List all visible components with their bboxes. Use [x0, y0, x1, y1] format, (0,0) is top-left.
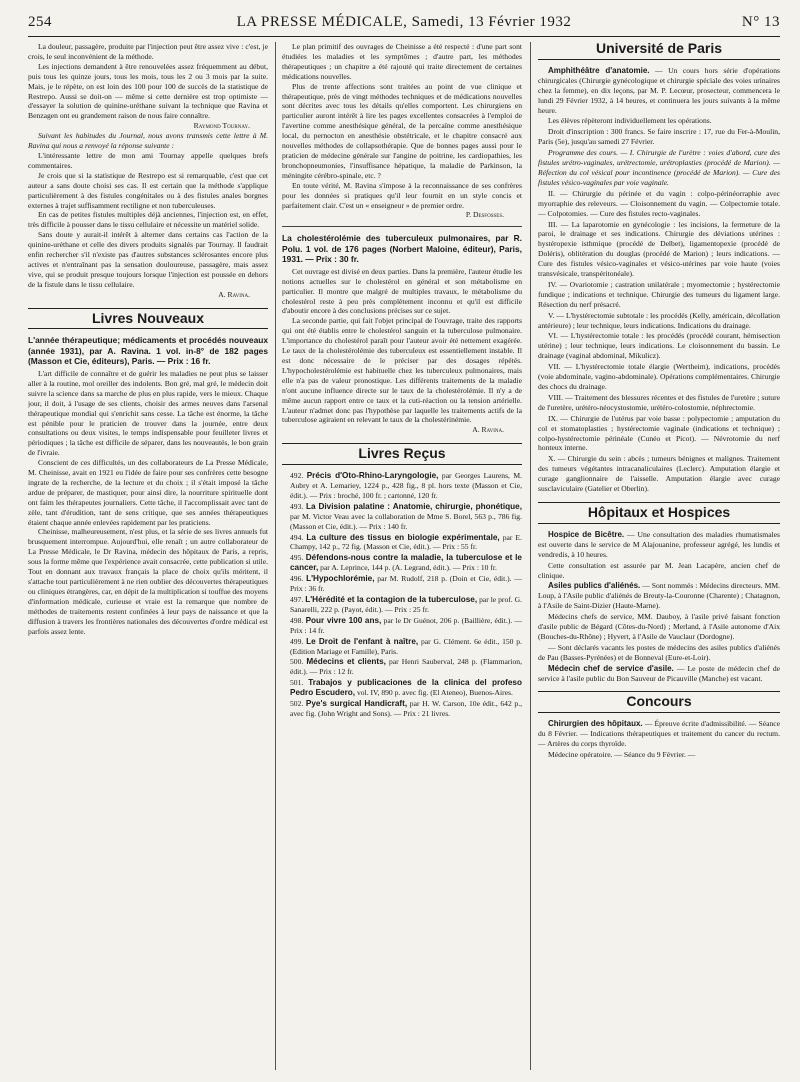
paragraph: Sans doute y aurait-il intérêt à alterner dans certains cas l'action de la quinine-uréthane et celle des divers produits signalés par Tournay. Il faudrait enfin rechercher s'il n'existe pas d'autres substances sclérosantes encore plus actives et n'entraînant pas la sensation douloureuse, passagère, mais assez vive, qui se produit presque toujours lorsque l'injection est poussée en dehors de la fistule dans le tissu cellulaire. — [28, 230, 268, 289]
book-title: L'année thérapeutique; médicaments et procédés nouveaux (année 1931), par A. Ravina. 1 vol. in-8° de 182 pages (Masson et Cie, éditeurs), Paris. — Prix : 16 fr. — [28, 335, 268, 367]
paragraph: III. — La laparotomie en gynécologie : les incisions, la fermeture de la paroi, le drainage et ses indications. Chirurgie des déviations utérines : hystéropexie isthmique (procédé de Delbet), ligamentopexie (procédé de Doléris), oblitération du douglas (procédé de Marion) ; leurs indications. — Cure des fistules vésico-vaginales et vésico-utérines par voie haute (voies transvésicale, transpéritonéale). — [538, 219, 780, 279]
column-1 — [28, 42, 268, 1070]
paragraph: Les élèves répèteront individuellement les opérations. — [548, 116, 712, 126]
paragraph: Plus de trente affections sont traitées au point de vue clinique et thérapeutique, près de vingt méthodes techniques et de médications nouvelles sont décrites avec tous les détails qu'elles comportent. Les chirurgiens en particulier auront intérêt à lire les pages excellentes consacrées à l'emploi de l'avertine comme anesthésique général, de la percaïne comme anesthésique local, du pernocton en anesthésie obstétricale, et le chapitre consacré aux nouvelles méthodes de collapsothérapie. Que de bonnes pages aussi pour le praticien de médecine générale sur l'angine de poitrine, les cardiopathies, les bronchopneumonies, l'insuffisance hépatique, la maladie de Parkinson, la méningite cérébro-spinale, etc. ? — [282, 81, 522, 180]
paragraph: VII. — L'hystérectomie totale élargie (Wertheim), indications, procédés (voie abdominale, vagino-abdominale). Opérations complémentaires. Chirurgie des chocs du drainage. — [538, 362, 780, 391]
signature: Raymond Tournay. — [193, 121, 250, 131]
list-item: 500. Médecins et clients, par Henri Sauberval, 248 p. (Flammarion, édit.). — Prix : 12 fr. — [290, 657, 522, 677]
paragraph: Cheinisse, malheureusement, n'est plus, et la série de ses livres annuels fut brusquement interrompue. Aujourd'hui, elle renaît ; un autre collaborateur de La Presse Médicale, le Dr Ravina, médecin des hôpitaux de Paris, a repris, sous la forme même que l'expérience avait consacrée, cette publication si utile. Tout en donnant aux travaux français la place de choix qu'ils méritent, il s'attache tout particulièrement à ne rien oublier des découvertes thérapeutiques ou cliniques étrangères, car, en dépit de la multiplication si touffue des moyens d'information médicale, curieuse et vraie est la remarque que nombre de méthodes de traitements restent confinées à leur pays de naissance et que la diffusion à travers les frontières nationales des découvertes d'ordre médical est parfois assez lente. — [28, 527, 268, 636]
paragraph: Droit d'inscription : 300 francs. Se faire inscrire : 17, rue du Fer-à-Moulin, Paris (5e), jusqu'au samedi 27 Février. — [538, 127, 780, 147]
newspaper-page — [28, 10, 780, 1070]
paragraph: Le plan primitif des ouvrages de Cheinisse a été respecté : d'une part sont étudiées les maladies et les symptômes ; d'autre part, les méthodes thérapeutiques ; un chapitre a été rajouté qui traite directement de certaines médications nouvelles. — [282, 42, 522, 81]
section-heading-hopitaux: Hôpitaux et Hospices — [538, 502, 780, 524]
section-heading-livres-recus: Livres Reçus — [282, 443, 522, 465]
list-item: 501. Trabajos y publicaciones de la clinica del profeso Pedro Escudero, vol. IV, 890 p. avec fig. (El Ateneo), Buenos-Aires. — [290, 678, 522, 698]
list-item: 492. Précis d'Oto-Rhino-Laryngologie, par Georges Laurens, M. Aubry et A. Lemariey, 1224 p., 428 fig., 8 pl. hors texte (Masson et Cie, édit.). — Prix : broché, 100 fr. ; cartonné, 120 fr. — [290, 471, 522, 500]
paragraph: Médecins chefs de service, MM. Dauboy, à l'asile privé faisant fonction d'asile public de Bégard (Côtes-du-Nord) ; Merland, à l'Asile autonome d'Aix (Bouches-du-Rhône) ; Hyvert, à l'Asile de Vauclaur (Dordogne). — [538, 612, 780, 641]
editor-note: Suivant les habitudes du Journal, nous avons transmis cette lettre à M. Ravina qui nous a renvoyé la réponse suivante : — [28, 131, 268, 151]
paragraph: Les injections demandent à être renouvelées assez fréquemment au début, puis tous les quinze jours, tous les mois, tous les 2 ou 3 mois par la suite. Mais, je le répète, on est loin des 100 pour 100 de succès de la statistique de Restrepo. Aussi se doit-on — même si cette dernière est trop optimiste — d'essayer la solution de quinine-uréthane suivant la technique que Ravina et Benzagen ont eu grandement raison de nous faire connaître. — [28, 61, 268, 121]
section-heading-livres-nouveaux: Livres Nouveaux — [28, 308, 268, 330]
section-heading-universite: Université de Paris — [538, 42, 780, 60]
list-item: 498. Pour vivre 100 ans, par le Dr Guénot, 206 p. (Baillière, édit.). — Prix : 14 fr. — [290, 615, 522, 635]
list-item: 497. L'Hérédité et la contagion de la tuberculose, par le prof. G. Sanarelli, 222 p. (Payot, édit.). — Prix : 25 fr. — [290, 595, 522, 614]
notice: Chirurgien des hôpitaux. — Épreuve écrite d'admissibilité. — Séance du 8 Février. — Indications thérapeutiques et traitement du cancer du rectum. — Artères du corps thyroïde. — [538, 719, 780, 749]
signature: P. Desfosses. — [465, 210, 504, 220]
paragraph: II. — Chirurgie du périnée et du vagin : colpo-périnéorraphie avec myorraphie des releveurs. — Cloisonnement du vagin. — Colpectomie totale. — Colpotomies. — Cure des fistules recto-vaginales. — [538, 188, 780, 218]
list-item: 495. Défendons-nous contre la maladie, la tuberculose et le cancer, par A. Leprince, 144 p. (A. Legrand, édit.). — Prix : 10 fr. — [290, 553, 522, 573]
page-number: 254 — [28, 14, 52, 30]
paragraph: VI. — L'hystérectomie totale : les procédés (procédé courant, hémisection utérine) ; leur technique, leurs indications. Le cloisonnement du bassin. Le drainage (vaginal abdominal, Mikulicz). — [538, 331, 780, 361]
paragraph: L'art difficile de connaître et de guérir les maladies ne peut plus se laisser aller à la routine, mol oreiller des indolents. Bon gré, mal gré, le médecin doit suivre la science dans sa marche de plus en plus rapide, vers le mieux. Chaque jour, il doit, à l'usage de ses clients, choisir des armes neuves dans l'arsenal thérapeutique mondial qui s'enrichit sans cesse. La tâche est énorme, la tâche est pénible pour le praticien de trouver dans la journée, entre deux consultations ou deux visites, le temps indispensable pour feuilleter livres et périodiques ; la tâche est difficile de séparer, dans les nouveautés, le bon grain de l'ivraie. — [28, 368, 268, 458]
notice: Médecin chef de service d'asile. — Le poste de médecin chef de service à l'asile public du Bon Sauveur de Picauville (Manche) est vacant. — [538, 663, 780, 683]
paragraph: La seconde partie, qui fait l'objet principal de l'ouvrage, traite des rapports qui ont été établis entre le cholestérol sanguin et la tuberculose pulmonaire. L'importance du cholestérol paraît pour l'auteur avoir été nettement exagérée. Le taux de la cholestérolémie des tuberculeux est essentiellement instable. Il est donc nécessaire de le préciser par des dosages répétés. L'hypocholestérolémie est habituelle chez les tuberculeux pulmonaires, mais elle n'a pas de valeur pronostique. Les différents traitements de la maladie n'ont aucune influence directe sur le taux de la cholestérolémie. Il n'y a de même aucun rapport entre ce taux et la cuti-réaction ou la tension artérielle. L'auteur n'admet donc pas l'hypothèse par laquelle les traitements actifs de la tuberculose agiraient en relevant le taux de la cholestérinémie. — [282, 316, 522, 425]
paragraph: IV. — Ovariotomie ; castration unilatérale ; myomectomie ; hystérectomie fundique ; indications et technique. Chirurgie des tumeurs du ligament large. Résection du nerf présacré. — [538, 279, 780, 309]
list-item: 493. La Division palatine : Anatomie, chirurgie, phonétique, par M. Victor Veau avec la collaboration de Mme S. Borel, 563 p., 786 fig. (Masson et Cie, édit.). — Prix : 140 fr. — [290, 501, 522, 531]
paragraph: V. — L'hystérectomie subtotale : les procédés (Kelly, américain, décollation antérieure) ; leur technique, leurs indications. Indications du drainage. — [538, 310, 780, 330]
notice: Hospice de Bicêtre. — Une consultation des maladies rhumatismales est ouverte dans le service de M Alajouanine, professeur agrégé, les lundis et vendredis, à 10 heures. — [538, 529, 780, 559]
paragraph: Cette consultation est assurée par M. Jean Lacapère, ancien chef de clinique. — [538, 560, 780, 580]
paragraph: La douleur, passagère, produite par l'injection peut être assez vive : c'est, je crois, le seul inconvénient de la méthode. — [28, 42, 268, 61]
book-title: La cholestérolémie des tuberculeux pulmonaires, par R. Polu. 1 vol. de 176 pages (Norbert Maloine, éditeur), Paris, 1931. — Prix : 30 fr. — [282, 233, 522, 265]
paragraph: VIII. — Traitement des blessures récentes et des fistules de l'uretère ; suture de l'uretère, urétéro-néocystostomie, urétéro-colostomie, néphrectomie. — [538, 392, 780, 412]
paragraph: Médecine opératoire. — Séance du 9 Février. — — [548, 750, 696, 760]
paragraph: — Sont déclarés vacants les postes de médecins des asiles publics d'aliénés de Pau (Basses-Pyrénées) et de Bonneval (Eure-et-Loir). — [538, 642, 780, 662]
signature: A. Ravina. — [218, 289, 250, 299]
paragraph: En toute vérité, M. Ravina s'impose à la reconnaissance de ses confrères pour les données si pratiques qu'il leur fournit en un style concis et parfaitement clair. C'est un « enseigneur » de premier ordre. — [282, 180, 522, 210]
paragraph: L'intéressante lettre de mon ami Tournay appelle quelques brefs commentaires. — [28, 150, 268, 170]
running-head — [28, 10, 780, 37]
column-3 — [538, 42, 780, 1070]
paragraph: Cet ouvrage est divisé en deux parties. Dans la première, l'auteur étudie les notions actuelles sur le cholestérol en général et son métabolisme en particulier. Il montre que malgré de multiples travaux, le métabolisme du cholestérol reste à peu près complètement inconnu et qu'il est difficile d'aboutir encore à des conclusions précises sur ce sujet. — [282, 266, 522, 316]
program: Programme des cours. — I. Chirurgie de l'urètre : voies d'abord, cure des fistules urétro-vaginales, urétrectomie, urétroplasties (procédé de Marion). — Réfection du col vésical pour incontinence (procédé de Marion). — Cure des fistules vésico-vaginales par voie vaginale. — [538, 148, 780, 187]
signature: A. Ravina. — [472, 425, 504, 435]
paragraph: Je crois que si la statistique de Restrepo est si remarquable, c'est que cet auteur a sans doute choisi ses cas. Il est certain que la méthode s'applique particulièrement à des fistules congénitales ou à des fistules anales borgnes externes à trajet suffisamment rectiligne et non tuberculeuses. — [28, 170, 268, 210]
notice: Asiles publics d'aliénés. — Sont nommés : Médecins directeurs. MM. Loup, à l'Asile public d'aliénés de Breuty-la-Couronne (Charente) ; Chatagnon, à l'Asile de Saint-Dizier (Haute-Marne). — [538, 581, 780, 611]
issue-number: N° 13 — [741, 14, 780, 30]
column-2 — [282, 42, 522, 1070]
paragraph: Conscient de ces difficultés, un des collaborateurs de La Presse Médicale, M. Cheinisse, avait en 1921 eu l'idée de faire pour ses confrères cette besogne ingrate de la recherche, de la lecture et du choix ; il s'était imposé la tâche ardue de préparer, de mastiquer, pour ainsi dire, la nourriture spirituelle dont ont faim les thérapeutes journaliers. Cette tâche, il l'accomplissait avec tant de zèle, tant d'érudition, tant de sens critique, que ses années thérapeutiques étaient chaque année enlevées rapidement par les praticiens. — [28, 458, 268, 527]
list-item: 502. Pye's surgical Handicraft, par H. W. Carson, 10e édit., 642 p., avec fig. (John Wright and Sons). — Prix : 21 livres. — [290, 699, 522, 718]
journal-title: LA PRESSE MÉDICALE, Samedi, 13 Février 1932 — [236, 14, 572, 30]
list-item: 499. Le Droit de l'enfant à naître, par G. Clément. 6e édit., 150 p. (Edition Mariage et Famille), Paris. — [290, 636, 522, 656]
divider — [282, 226, 522, 227]
received-books-list — [282, 471, 522, 719]
paragraph: En cas de petites fistules multiples déjà anciennes, l'injection est, en effet, très difficile à pousser dans le tissu cellulaire et nécessite un matériel solide. — [28, 210, 268, 230]
list-item: 496. L'Hypochlorémie, par M. Rudolf, 218 p. (Doin et Cie, édit.). — Prix : 36 fr. — [290, 574, 522, 594]
list-item: 494. La culture des tissus en biologie expérimentale, par E. Champy, 142 p., 72 fig. (Masson et Cie, édit.). — Prix : 55 fr. — [290, 532, 522, 552]
notice: Amphithéâtre d'anatomie. — Un cours hors série d'opérations chirurgicales (Chirurgie gynécologique et chirurgie spéciale des voies urinaires chez la femme), en dix leçons, par M. P. Lecœur, prosecteur, commencera le lundi 29 Février 1932, à 14 heures, et continuera les jours suivants à la même heure. — [538, 65, 780, 115]
paragraph: X. — Chirurgie du sein : abcès ; tumeurs bénignes et malignes. Traitement des tumeurs végétantes intracanaliculaires (Leclerc). Amputation élargie et curage ganglionnaire de l'aisselle. Amputation élargie avec curage susclaviculaire (Gatelier et Oberlin). — [538, 454, 780, 494]
paragraph: IX. — Chirurgie de l'utérus par voie basse : polypectomie ; amputation du col et stomatoplasties ; hystérectomie vaginale (indications et technique) ; colpo-hystérectomie périnéale (Cunéo et Picot). — Névrotomie du nerf honteux interne. — [538, 413, 780, 453]
section-heading-concours: Concours — [538, 691, 780, 713]
